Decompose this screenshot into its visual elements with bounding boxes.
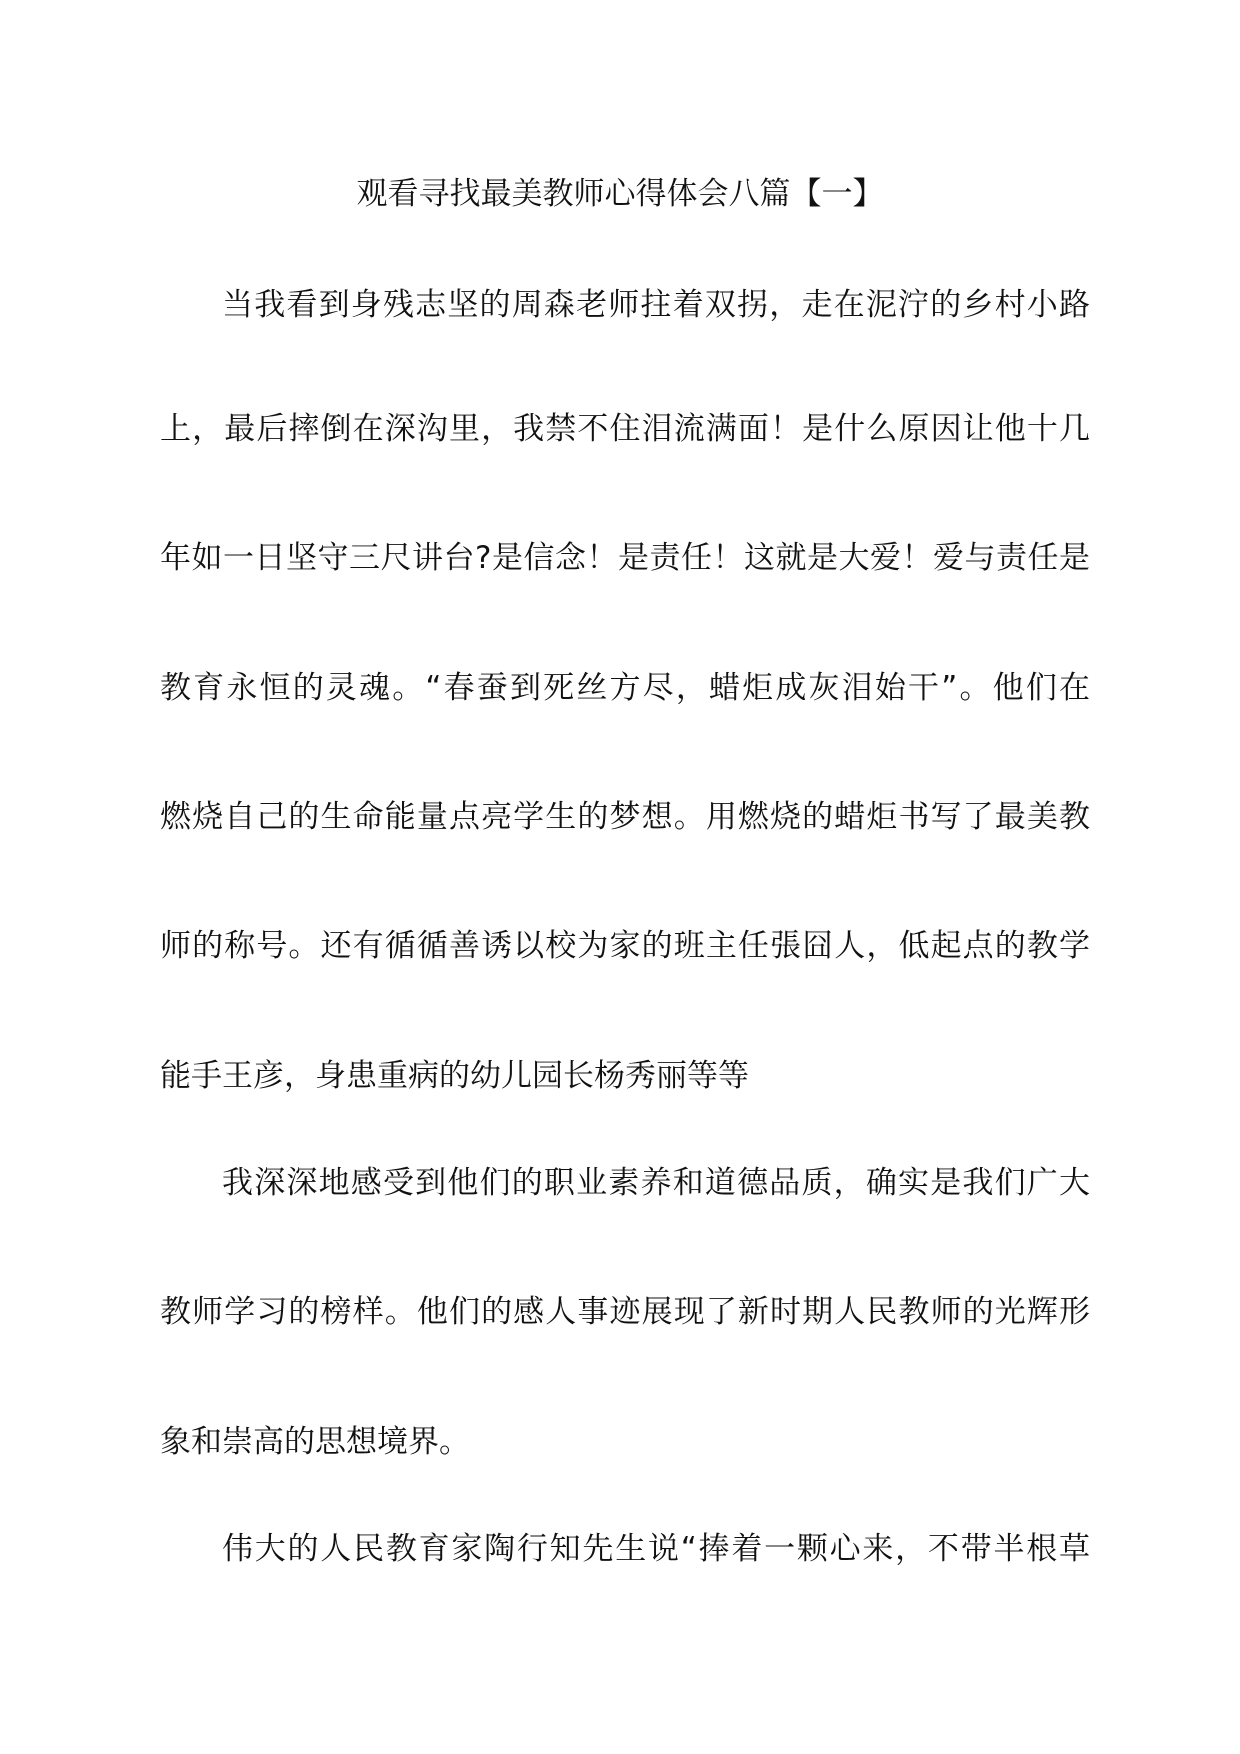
- paragraph-1-line-5: 燃烧自己的生命能量点亮学生的梦想。用燃烧的蜡炬书写了最美教: [160, 799, 1090, 835]
- paragraph-2-line-2: 教师学习的榜样。他们的感人事迹展现了新时期人民教师的光辉形: [160, 1294, 1090, 1330]
- paragraph-1-line-7: 能手王彦，身患重病的幼儿园长杨秀丽等等: [160, 1058, 749, 1094]
- paragraph-1-line-1: 当我看到身残志坚的周森老师拄着双拐，走在泥泞的乡村小路: [222, 287, 1090, 323]
- paragraph-1-line-2: 上，最后摔倒在深沟里，我禁不住泪流满面！是什么原因让他十几: [160, 411, 1090, 447]
- paragraph-2-line-1: 我深深地感受到他们的职业素养和道德品质，确实是我们广大: [222, 1165, 1090, 1201]
- paragraph-1-line-4: 教育永恒的灵魂。“春蚕到死丝方尽，蜡炬成灰泪始干”。他们在: [160, 670, 1090, 706]
- paragraph-1-line-6: 师的称号。还有循循善诱以校为家的班主任張囧人，低起点的教学: [160, 928, 1090, 964]
- paragraph-3-line-1: 伟大的人民教育家陶行知先生说“捧着一颗心来，不带半根草: [222, 1531, 1090, 1567]
- paragraph-1-line-3: 年如一日坚守三尺讲台?是信念！是责任！这就是大爱！爱与责任是: [160, 540, 1090, 576]
- document-title: 观看寻找最美教师心得体会八篇【一】: [356, 176, 884, 212]
- paragraph-2-line-3: 象和崇高的思想境界。: [160, 1424, 470, 1460]
